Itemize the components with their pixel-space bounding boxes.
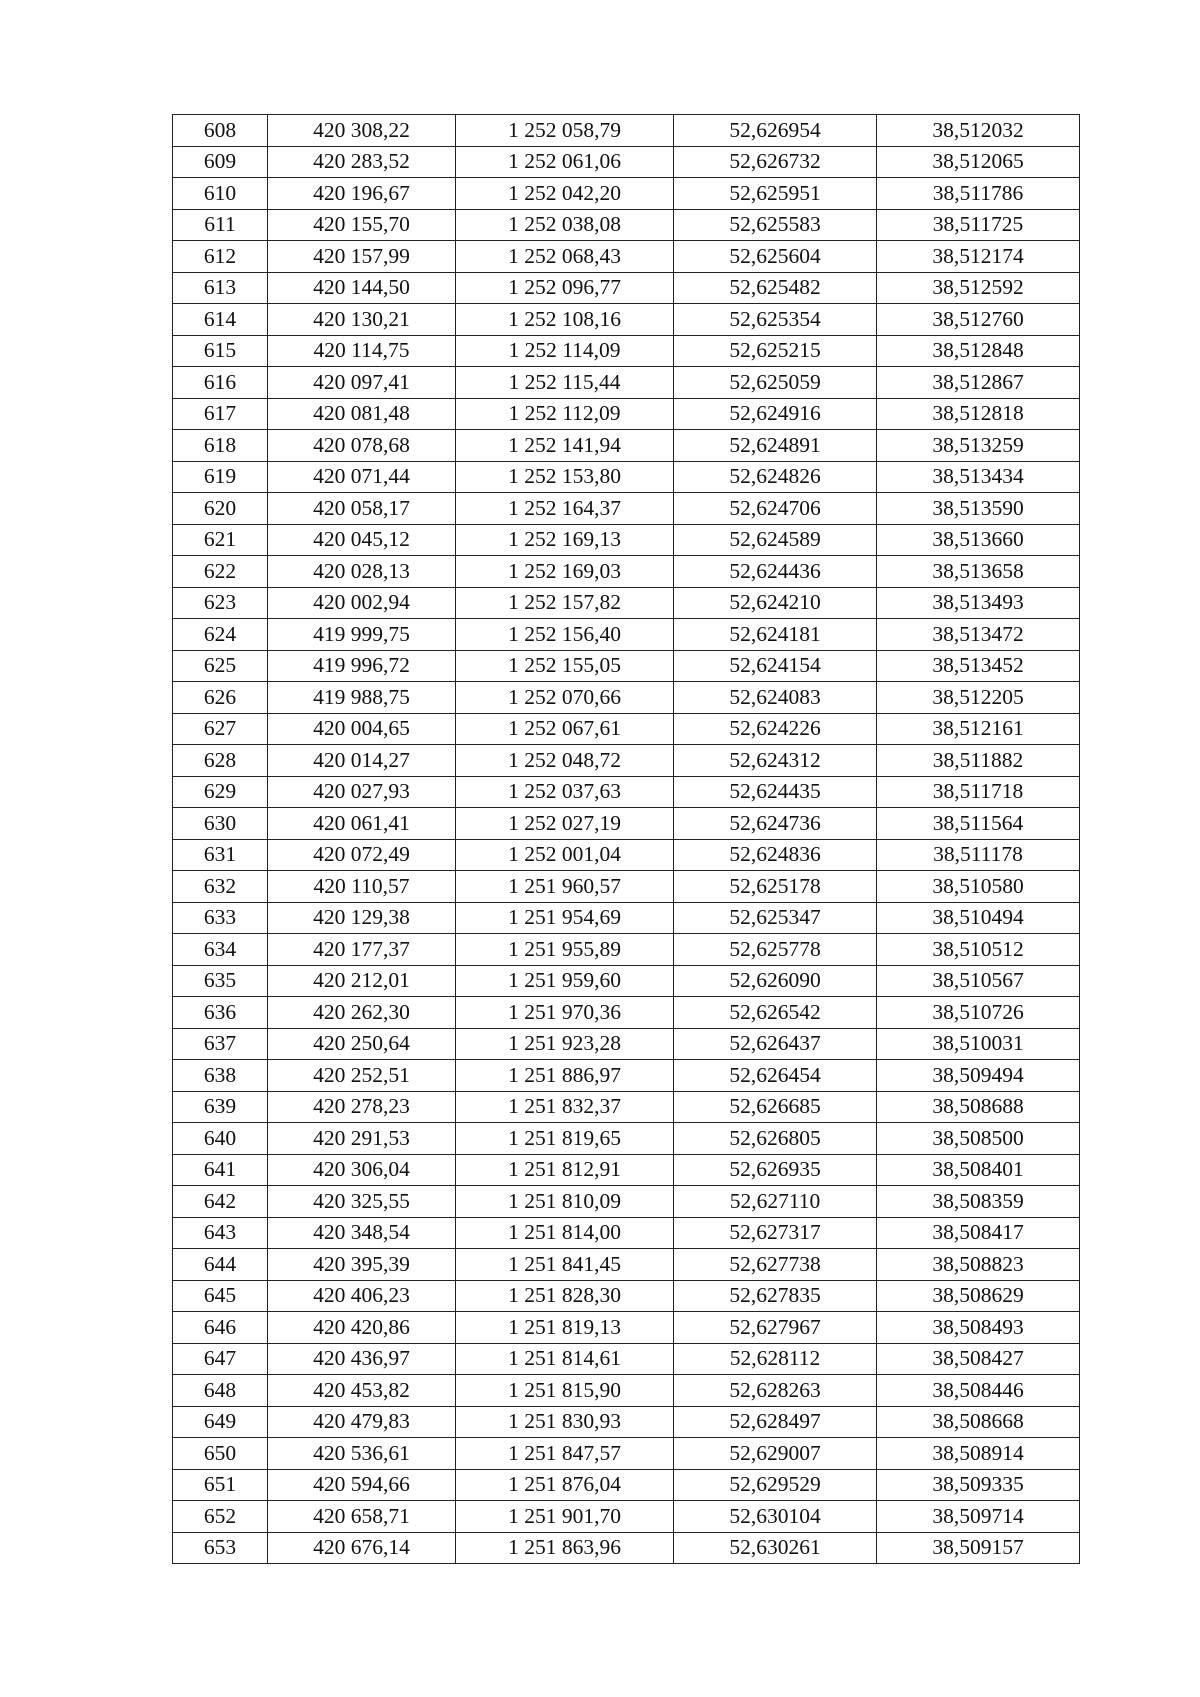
latitude-cell: 52,626542 [674, 997, 877, 1029]
table-row [173, 430, 1080, 462]
table-row [173, 934, 1080, 966]
table-row [173, 587, 1080, 619]
longitude-cell: 38,509335 [877, 1469, 1080, 1501]
coord-y-cell: 1 251 819,13 [456, 1312, 674, 1344]
point-number-cell: 627 [173, 713, 268, 745]
coord-x-cell: 420 045,12 [268, 524, 456, 556]
latitude-cell: 52,624210 [674, 587, 877, 619]
table-row [173, 1154, 1080, 1186]
point-number-cell: 650 [173, 1438, 268, 1470]
latitude-cell: 52,625951 [674, 178, 877, 210]
point-number-cell: 633 [173, 902, 268, 934]
point-number-cell: 622 [173, 556, 268, 588]
point-number-cell: 628 [173, 745, 268, 777]
coord-x-cell: 420 325,55 [268, 1186, 456, 1218]
coord-y-cell: 1 252 141,94 [456, 430, 674, 462]
coord-x-cell: 420 291,53 [268, 1123, 456, 1155]
point-number-cell: 617 [173, 398, 268, 430]
point-number-cell: 621 [173, 524, 268, 556]
coord-y-cell: 1 252 156,40 [456, 619, 674, 651]
latitude-cell: 52,624154 [674, 650, 877, 682]
latitude-cell: 52,629007 [674, 1438, 877, 1470]
coord-x-cell: 420 130,21 [268, 304, 456, 336]
table-row [173, 902, 1080, 934]
latitude-cell: 52,625354 [674, 304, 877, 336]
table-row [173, 1375, 1080, 1407]
longitude-cell: 38,513434 [877, 461, 1080, 493]
point-number-cell: 635 [173, 965, 268, 997]
coord-y-cell: 1 251 923,28 [456, 1028, 674, 1060]
table-row [173, 1249, 1080, 1281]
latitude-cell: 52,627835 [674, 1280, 877, 1312]
coord-x-cell: 420 028,13 [268, 556, 456, 588]
coord-x-cell: 420 252,51 [268, 1060, 456, 1092]
coord-y-cell: 1 252 096,77 [456, 272, 674, 304]
longitude-cell: 38,513660 [877, 524, 1080, 556]
latitude-cell: 52,626805 [674, 1123, 877, 1155]
coord-x-cell: 420 072,49 [268, 839, 456, 871]
point-number-cell: 623 [173, 587, 268, 619]
latitude-cell: 52,624891 [674, 430, 877, 462]
coord-x-cell: 420 002,94 [268, 587, 456, 619]
coord-x-cell: 420 110,57 [268, 871, 456, 903]
latitude-cell: 52,624436 [674, 556, 877, 588]
longitude-cell: 38,511725 [877, 209, 1080, 241]
coord-x-cell: 420 278,23 [268, 1091, 456, 1123]
coord-y-cell: 1 252 153,80 [456, 461, 674, 493]
latitude-cell: 52,627110 [674, 1186, 877, 1218]
longitude-cell: 38,509494 [877, 1060, 1080, 1092]
longitude-cell: 38,512848 [877, 335, 1080, 367]
latitude-cell: 52,624589 [674, 524, 877, 556]
coord-x-cell: 420 262,30 [268, 997, 456, 1029]
latitude-cell: 52,624312 [674, 745, 877, 777]
latitude-cell: 52,624836 [674, 839, 877, 871]
point-number-cell: 615 [173, 335, 268, 367]
table-row [173, 1501, 1080, 1533]
table-row [173, 556, 1080, 588]
longitude-cell: 38,508629 [877, 1280, 1080, 1312]
longitude-cell: 38,513493 [877, 587, 1080, 619]
latitude-cell: 52,626090 [674, 965, 877, 997]
longitude-cell: 38,508914 [877, 1438, 1080, 1470]
longitude-cell: 38,513452 [877, 650, 1080, 682]
longitude-cell: 38,508401 [877, 1154, 1080, 1186]
point-number-cell: 644 [173, 1249, 268, 1281]
latitude-cell: 52,625604 [674, 241, 877, 273]
table-row [173, 713, 1080, 745]
longitude-cell: 38,511786 [877, 178, 1080, 210]
latitude-cell: 52,627967 [674, 1312, 877, 1344]
longitude-cell: 38,508417 [877, 1217, 1080, 1249]
longitude-cell: 38,512760 [877, 304, 1080, 336]
point-number-cell: 624 [173, 619, 268, 651]
longitude-cell: 38,510512 [877, 934, 1080, 966]
longitude-cell: 38,512174 [877, 241, 1080, 273]
table-row [173, 524, 1080, 556]
coord-y-cell: 1 251 828,30 [456, 1280, 674, 1312]
table-row [173, 1186, 1080, 1218]
latitude-cell: 52,625583 [674, 209, 877, 241]
table-row [173, 1060, 1080, 1092]
latitude-cell: 52,626454 [674, 1060, 877, 1092]
point-number-cell: 630 [173, 808, 268, 840]
table-row [173, 871, 1080, 903]
longitude-cell: 38,512867 [877, 367, 1080, 399]
table-row [173, 1217, 1080, 1249]
longitude-cell: 38,508493 [877, 1312, 1080, 1344]
coord-y-cell: 1 251 876,04 [456, 1469, 674, 1501]
table-row [173, 178, 1080, 210]
table-row [173, 1469, 1080, 1501]
longitude-cell: 38,511882 [877, 745, 1080, 777]
coord-y-cell: 1 252 157,82 [456, 587, 674, 619]
longitude-cell: 38,508500 [877, 1123, 1080, 1155]
longitude-cell: 38,512592 [877, 272, 1080, 304]
coord-y-cell: 1 251 810,09 [456, 1186, 674, 1218]
point-number-cell: 616 [173, 367, 268, 399]
coord-y-cell: 1 252 058,79 [456, 115, 674, 147]
coord-y-cell: 1 251 970,36 [456, 997, 674, 1029]
coord-y-cell: 1 251 814,00 [456, 1217, 674, 1249]
latitude-cell: 52,624226 [674, 713, 877, 745]
coord-y-cell: 1 252 169,13 [456, 524, 674, 556]
coord-x-cell: 420 436,97 [268, 1343, 456, 1375]
latitude-cell: 52,630104 [674, 1501, 877, 1533]
coord-y-cell: 1 252 061,06 [456, 146, 674, 178]
point-number-cell: 619 [173, 461, 268, 493]
coord-y-cell: 1 252 155,05 [456, 650, 674, 682]
coord-x-cell: 420 453,82 [268, 1375, 456, 1407]
latitude-cell: 52,625347 [674, 902, 877, 934]
longitude-cell: 38,508446 [877, 1375, 1080, 1407]
coord-x-cell: 420 395,39 [268, 1249, 456, 1281]
coord-y-cell: 1 252 037,63 [456, 776, 674, 808]
longitude-cell: 38,510580 [877, 871, 1080, 903]
table-row [173, 241, 1080, 273]
longitude-cell: 38,511178 [877, 839, 1080, 871]
longitude-cell: 38,513472 [877, 619, 1080, 651]
longitude-cell: 38,513259 [877, 430, 1080, 462]
point-number-cell: 613 [173, 272, 268, 304]
longitude-cell: 38,512818 [877, 398, 1080, 430]
table-row [173, 1532, 1080, 1564]
table-row [173, 209, 1080, 241]
coord-y-cell: 1 252 027,19 [456, 808, 674, 840]
table-row [173, 997, 1080, 1029]
table-row [173, 619, 1080, 651]
table-row [173, 965, 1080, 997]
point-number-cell: 639 [173, 1091, 268, 1123]
latitude-cell: 52,624706 [674, 493, 877, 525]
point-number-cell: 643 [173, 1217, 268, 1249]
point-number-cell: 614 [173, 304, 268, 336]
coordinates-table-body [173, 115, 1080, 1564]
table-row [173, 1438, 1080, 1470]
coord-y-cell: 1 252 115,44 [456, 367, 674, 399]
coord-y-cell: 1 251 830,93 [456, 1406, 674, 1438]
longitude-cell: 38,508688 [877, 1091, 1080, 1123]
coord-x-cell: 420 536,61 [268, 1438, 456, 1470]
point-number-cell: 646 [173, 1312, 268, 1344]
longitude-cell: 38,508359 [877, 1186, 1080, 1218]
latitude-cell: 52,624736 [674, 808, 877, 840]
coord-y-cell: 1 251 819,65 [456, 1123, 674, 1155]
coord-y-cell: 1 252 038,08 [456, 209, 674, 241]
latitude-cell: 52,627317 [674, 1217, 877, 1249]
table-row [173, 1280, 1080, 1312]
coord-y-cell: 1 251 832,37 [456, 1091, 674, 1123]
table-row [173, 839, 1080, 871]
coord-x-cell: 420 306,04 [268, 1154, 456, 1186]
coord-x-cell: 420 004,65 [268, 713, 456, 745]
longitude-cell: 38,509157 [877, 1532, 1080, 1564]
coord-x-cell: 420 078,68 [268, 430, 456, 462]
coord-x-cell: 420 420,86 [268, 1312, 456, 1344]
point-number-cell: 653 [173, 1532, 268, 1564]
latitude-cell: 52,628497 [674, 1406, 877, 1438]
coord-x-cell: 420 308,22 [268, 115, 456, 147]
table-row [173, 1312, 1080, 1344]
point-number-cell: 631 [173, 839, 268, 871]
coord-x-cell: 419 988,75 [268, 682, 456, 714]
point-number-cell: 649 [173, 1406, 268, 1438]
latitude-cell: 52,624435 [674, 776, 877, 808]
point-number-cell: 625 [173, 650, 268, 682]
coord-y-cell: 1 252 112,09 [456, 398, 674, 430]
coord-x-cell: 420 250,64 [268, 1028, 456, 1060]
latitude-cell: 52,629529 [674, 1469, 877, 1501]
longitude-cell: 38,512065 [877, 146, 1080, 178]
longitude-cell: 38,508668 [877, 1406, 1080, 1438]
coord-x-cell: 420 479,83 [268, 1406, 456, 1438]
point-number-cell: 645 [173, 1280, 268, 1312]
longitude-cell: 38,510567 [877, 965, 1080, 997]
table-row [173, 398, 1080, 430]
coord-x-cell: 420 348,54 [268, 1217, 456, 1249]
coord-x-cell: 420 144,50 [268, 272, 456, 304]
coord-x-cell: 420 177,37 [268, 934, 456, 966]
coord-y-cell: 1 252 114,09 [456, 335, 674, 367]
latitude-cell: 52,625482 [674, 272, 877, 304]
longitude-cell: 38,509714 [877, 1501, 1080, 1533]
coord-y-cell: 1 251 955,89 [456, 934, 674, 966]
table-row [173, 493, 1080, 525]
table-row [173, 650, 1080, 682]
longitude-cell: 38,513590 [877, 493, 1080, 525]
point-number-cell: 651 [173, 1469, 268, 1501]
coord-x-cell: 420 097,41 [268, 367, 456, 399]
coord-x-cell: 420 014,27 [268, 745, 456, 777]
table-row [173, 808, 1080, 840]
coord-x-cell: 420 212,01 [268, 965, 456, 997]
longitude-cell: 38,510726 [877, 997, 1080, 1029]
point-number-cell: 626 [173, 682, 268, 714]
latitude-cell: 52,630261 [674, 1532, 877, 1564]
longitude-cell: 38,512032 [877, 115, 1080, 147]
latitude-cell: 52,626437 [674, 1028, 877, 1060]
coord-y-cell: 1 252 169,03 [456, 556, 674, 588]
coord-y-cell: 1 252 070,66 [456, 682, 674, 714]
point-number-cell: 634 [173, 934, 268, 966]
coord-y-cell: 1 252 068,43 [456, 241, 674, 273]
table-row [173, 146, 1080, 178]
table-row [173, 776, 1080, 808]
longitude-cell: 38,511564 [877, 808, 1080, 840]
coord-y-cell: 1 251 847,57 [456, 1438, 674, 1470]
table-row [173, 115, 1080, 147]
coord-y-cell: 1 251 814,61 [456, 1343, 674, 1375]
table-row [173, 682, 1080, 714]
coord-y-cell: 1 251 954,69 [456, 902, 674, 934]
coord-x-cell: 420 406,23 [268, 1280, 456, 1312]
point-number-cell: 609 [173, 146, 268, 178]
point-number-cell: 610 [173, 178, 268, 210]
latitude-cell: 52,624826 [674, 461, 877, 493]
longitude-cell: 38,508427 [877, 1343, 1080, 1375]
latitude-cell: 52,624916 [674, 398, 877, 430]
table-row [173, 367, 1080, 399]
latitude-cell: 52,625059 [674, 367, 877, 399]
longitude-cell: 38,512161 [877, 713, 1080, 745]
coord-x-cell: 420 058,17 [268, 493, 456, 525]
coord-x-cell: 420 594,66 [268, 1469, 456, 1501]
coord-x-cell: 420 196,67 [268, 178, 456, 210]
latitude-cell: 52,626954 [674, 115, 877, 147]
table-row [173, 1028, 1080, 1060]
point-number-cell: 632 [173, 871, 268, 903]
point-number-cell: 620 [173, 493, 268, 525]
table-row [173, 304, 1080, 336]
point-number-cell: 629 [173, 776, 268, 808]
table-row [173, 272, 1080, 304]
latitude-cell: 52,625215 [674, 335, 877, 367]
coord-y-cell: 1 251 815,90 [456, 1375, 674, 1407]
coord-x-cell: 420 027,93 [268, 776, 456, 808]
latitude-cell: 52,626732 [674, 146, 877, 178]
latitude-cell: 52,626685 [674, 1091, 877, 1123]
point-number-cell: 648 [173, 1375, 268, 1407]
coord-y-cell: 1 252 042,20 [456, 178, 674, 210]
point-number-cell: 652 [173, 1501, 268, 1533]
coord-y-cell: 1 251 901,70 [456, 1501, 674, 1533]
point-number-cell: 611 [173, 209, 268, 241]
longitude-cell: 38,510031 [877, 1028, 1080, 1060]
longitude-cell: 38,513658 [877, 556, 1080, 588]
coord-x-cell: 420 081,48 [268, 398, 456, 430]
point-number-cell: 618 [173, 430, 268, 462]
coord-x-cell: 419 999,75 [268, 619, 456, 651]
table-row [173, 1406, 1080, 1438]
coord-y-cell: 1 251 959,60 [456, 965, 674, 997]
coord-x-cell: 420 129,38 [268, 902, 456, 934]
longitude-cell: 38,511718 [877, 776, 1080, 808]
coord-y-cell: 1 251 863,96 [456, 1532, 674, 1564]
coord-x-cell: 420 061,41 [268, 808, 456, 840]
table-row [173, 335, 1080, 367]
point-number-cell: 642 [173, 1186, 268, 1218]
longitude-cell: 38,512205 [877, 682, 1080, 714]
table-row [173, 1123, 1080, 1155]
coord-y-cell: 1 252 001,04 [456, 839, 674, 871]
coord-y-cell: 1 252 108,16 [456, 304, 674, 336]
latitude-cell: 52,624181 [674, 619, 877, 651]
latitude-cell: 52,625778 [674, 934, 877, 966]
latitude-cell: 52,626935 [674, 1154, 877, 1186]
table-row [173, 1091, 1080, 1123]
point-number-cell: 608 [173, 115, 268, 147]
coord-x-cell: 419 996,72 [268, 650, 456, 682]
coord-x-cell: 420 658,71 [268, 1501, 456, 1533]
longitude-cell: 38,510494 [877, 902, 1080, 934]
coord-x-cell: 420 155,70 [268, 209, 456, 241]
coord-y-cell: 1 251 960,57 [456, 871, 674, 903]
latitude-cell: 52,624083 [674, 682, 877, 714]
table-row [173, 1343, 1080, 1375]
point-number-cell: 640 [173, 1123, 268, 1155]
latitude-cell: 52,627738 [674, 1249, 877, 1281]
coord-x-cell: 420 114,75 [268, 335, 456, 367]
latitude-cell: 52,628263 [674, 1375, 877, 1407]
coord-y-cell: 1 251 841,45 [456, 1249, 674, 1281]
coord-x-cell: 420 071,44 [268, 461, 456, 493]
table-row [173, 461, 1080, 493]
point-number-cell: 612 [173, 241, 268, 273]
table-row [173, 745, 1080, 777]
latitude-cell: 52,625178 [674, 871, 877, 903]
coord-y-cell: 1 251 886,97 [456, 1060, 674, 1092]
coordinates-table [172, 114, 1080, 1564]
point-number-cell: 638 [173, 1060, 268, 1092]
coord-y-cell: 1 252 048,72 [456, 745, 674, 777]
coord-y-cell: 1 252 164,37 [456, 493, 674, 525]
coord-y-cell: 1 251 812,91 [456, 1154, 674, 1186]
point-number-cell: 636 [173, 997, 268, 1029]
point-number-cell: 647 [173, 1343, 268, 1375]
coord-x-cell: 420 676,14 [268, 1532, 456, 1564]
latitude-cell: 52,628112 [674, 1343, 877, 1375]
longitude-cell: 38,508823 [877, 1249, 1080, 1281]
coord-y-cell: 1 252 067,61 [456, 713, 674, 745]
point-number-cell: 641 [173, 1154, 268, 1186]
coord-x-cell: 420 157,99 [268, 241, 456, 273]
coord-x-cell: 420 283,52 [268, 146, 456, 178]
point-number-cell: 637 [173, 1028, 268, 1060]
